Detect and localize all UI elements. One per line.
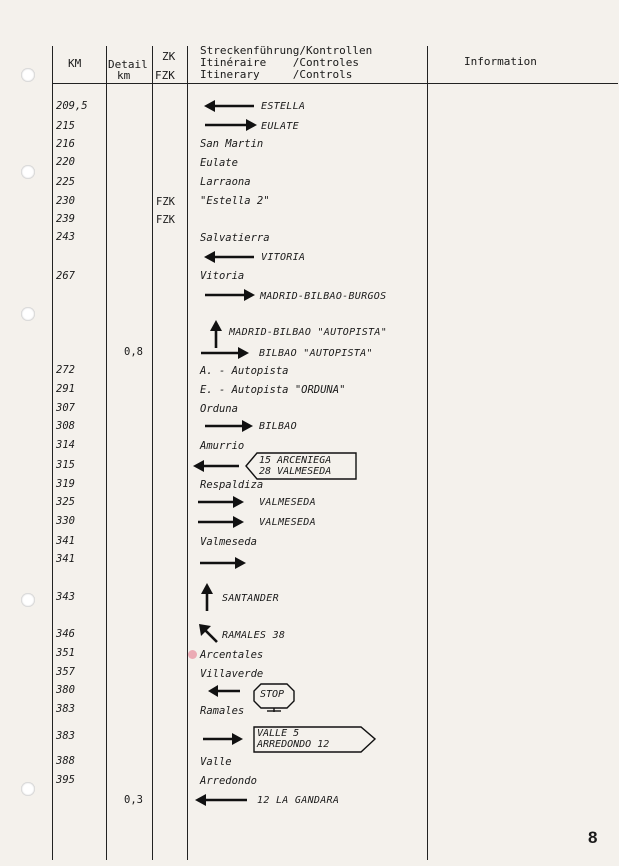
place-name: A. - Autopista <box>200 365 289 377</box>
place-name: Respaldiza <box>200 479 264 491</box>
place-name: Valmeseda <box>200 536 257 548</box>
header-divider <box>52 83 618 84</box>
arrow-right-icon <box>200 556 246 570</box>
stop-sign-text: STOP <box>260 689 285 700</box>
column-divider <box>152 46 153 860</box>
detail-km-value: 0,8 <box>124 346 143 358</box>
arrow-right-icon <box>203 732 243 746</box>
km-value: 239 <box>56 213 75 225</box>
column-divider <box>187 46 188 860</box>
direction-label: MADRID-BILBAO "AUTOPISTA" <box>229 327 388 338</box>
fzk-marker: FZK <box>156 214 175 226</box>
punch-hole <box>21 165 35 179</box>
header-itinerary-en: Itinerary /Controls <box>200 68 353 81</box>
header-itinerary-fr: Itinéraire /Controles <box>200 56 359 69</box>
place-name: "Estella 2" <box>200 195 270 207</box>
page-number: 8 <box>588 828 598 847</box>
km-value: 341 <box>56 553 75 565</box>
km-value: 215 <box>56 120 75 132</box>
km-value: 314 <box>56 439 75 451</box>
km-value: 291 <box>56 383 75 395</box>
km-value: 225 <box>56 176 75 188</box>
km-value: 216 <box>56 138 75 150</box>
arrow-right-icon <box>201 346 249 360</box>
punch-hole <box>21 307 35 321</box>
arrow-right-icon <box>198 495 244 509</box>
column-divider <box>52 46 53 860</box>
km-value: 341 <box>56 535 75 547</box>
arrow-left-icon <box>193 459 239 473</box>
direction-label: SANTANDER <box>222 593 279 604</box>
km-value: 243 <box>56 231 75 243</box>
place-name: Amurrio <box>200 440 245 452</box>
column-divider <box>427 46 428 860</box>
arrow-right-icon <box>205 118 257 132</box>
header-fzk: FZK <box>155 69 175 82</box>
direction-label: BILBAO "AUTOPISTA" <box>259 348 373 359</box>
ink-stain <box>188 650 197 659</box>
column-divider <box>106 46 107 860</box>
direction-label: 12 LA GANDARA <box>257 795 340 806</box>
place-name: Arredondo <box>200 775 257 787</box>
km-value: 395 <box>56 774 75 786</box>
direction-label: RAMALES 38 <box>222 630 286 641</box>
km-value: 380 <box>56 684 75 696</box>
arrow-right-icon <box>205 288 255 302</box>
km-value: 343 <box>56 591 75 603</box>
sign-text: ARREDONDO 12 <box>257 739 330 750</box>
punch-hole <box>21 593 35 607</box>
direction-label: EULATE <box>261 121 299 132</box>
direction-label: ESTELLA <box>261 101 306 112</box>
place-name: San Martin <box>200 138 264 150</box>
punch-hole <box>21 782 35 796</box>
header-information: Information <box>464 55 537 68</box>
arrow-up-left-icon <box>199 624 219 644</box>
punch-hole <box>21 68 35 82</box>
km-value: 267 <box>56 270 75 282</box>
km-value: 315 <box>56 459 75 471</box>
km-value: 319 <box>56 478 75 490</box>
km-value: 383 <box>56 730 75 742</box>
detail-km-value: 0,3 <box>124 794 143 806</box>
place-name: Orduna <box>200 403 238 415</box>
header-itinerary-de: Streckenführung/Kontrollen <box>200 44 373 57</box>
arrow-right-icon <box>198 515 244 529</box>
arrow-left-icon <box>208 684 240 698</box>
direction-label: MADRID-BILBAO-BURGOS <box>260 291 387 302</box>
header-detail: Detail <box>108 58 148 71</box>
place-name: E. - Autopista "ORDUNA" <box>200 384 346 396</box>
direction-label: BILBAO <box>259 421 297 432</box>
km-value: 357 <box>56 666 75 678</box>
km-value: 272 <box>56 364 75 376</box>
km-value: 383 <box>56 703 75 715</box>
direction-label: VALMESEDA <box>259 497 316 508</box>
direction-label: VALMESEDA <box>259 517 316 528</box>
sign-text: 15 ARCENIEGA <box>259 455 332 466</box>
place-name: Ramales <box>200 705 245 717</box>
arrow-up-icon <box>200 583 214 611</box>
arrow-up-icon <box>209 320 223 348</box>
header-detail-unit: km <box>117 69 131 82</box>
place-name: Valle <box>200 756 232 768</box>
km-value: 307 <box>56 402 75 414</box>
header-km: KM <box>68 57 82 70</box>
arrow-left-icon <box>204 99 256 113</box>
km-value: 346 <box>56 628 75 640</box>
place-name: Larraona <box>200 176 251 188</box>
sign-text: VALLE 5 <box>257 728 300 739</box>
direction-label: VITORIA <box>261 252 306 263</box>
place-name: Salvatierra <box>200 232 270 244</box>
km-value: 325 <box>56 496 75 508</box>
km-value: 209,5 <box>56 100 88 112</box>
place-name: Eulate <box>200 157 238 169</box>
arrow-left-icon <box>204 250 256 264</box>
place-name: Vitoria <box>200 270 245 282</box>
km-value: 388 <box>56 755 75 767</box>
km-value: 308 <box>56 420 75 432</box>
km-value: 220 <box>56 156 75 168</box>
sign-text: 28 VALMESEDA <box>259 466 332 477</box>
place-name: Arcentales <box>200 649 264 661</box>
fzk-marker: FZK <box>156 196 175 208</box>
km-value: 230 <box>56 195 75 207</box>
arrow-left-icon <box>195 793 247 807</box>
header-zk: ZK <box>162 50 176 63</box>
arrow-right-icon <box>205 419 253 433</box>
place-name: Villaverde <box>200 668 264 680</box>
km-value: 351 <box>56 647 75 659</box>
km-value: 330 <box>56 515 75 527</box>
